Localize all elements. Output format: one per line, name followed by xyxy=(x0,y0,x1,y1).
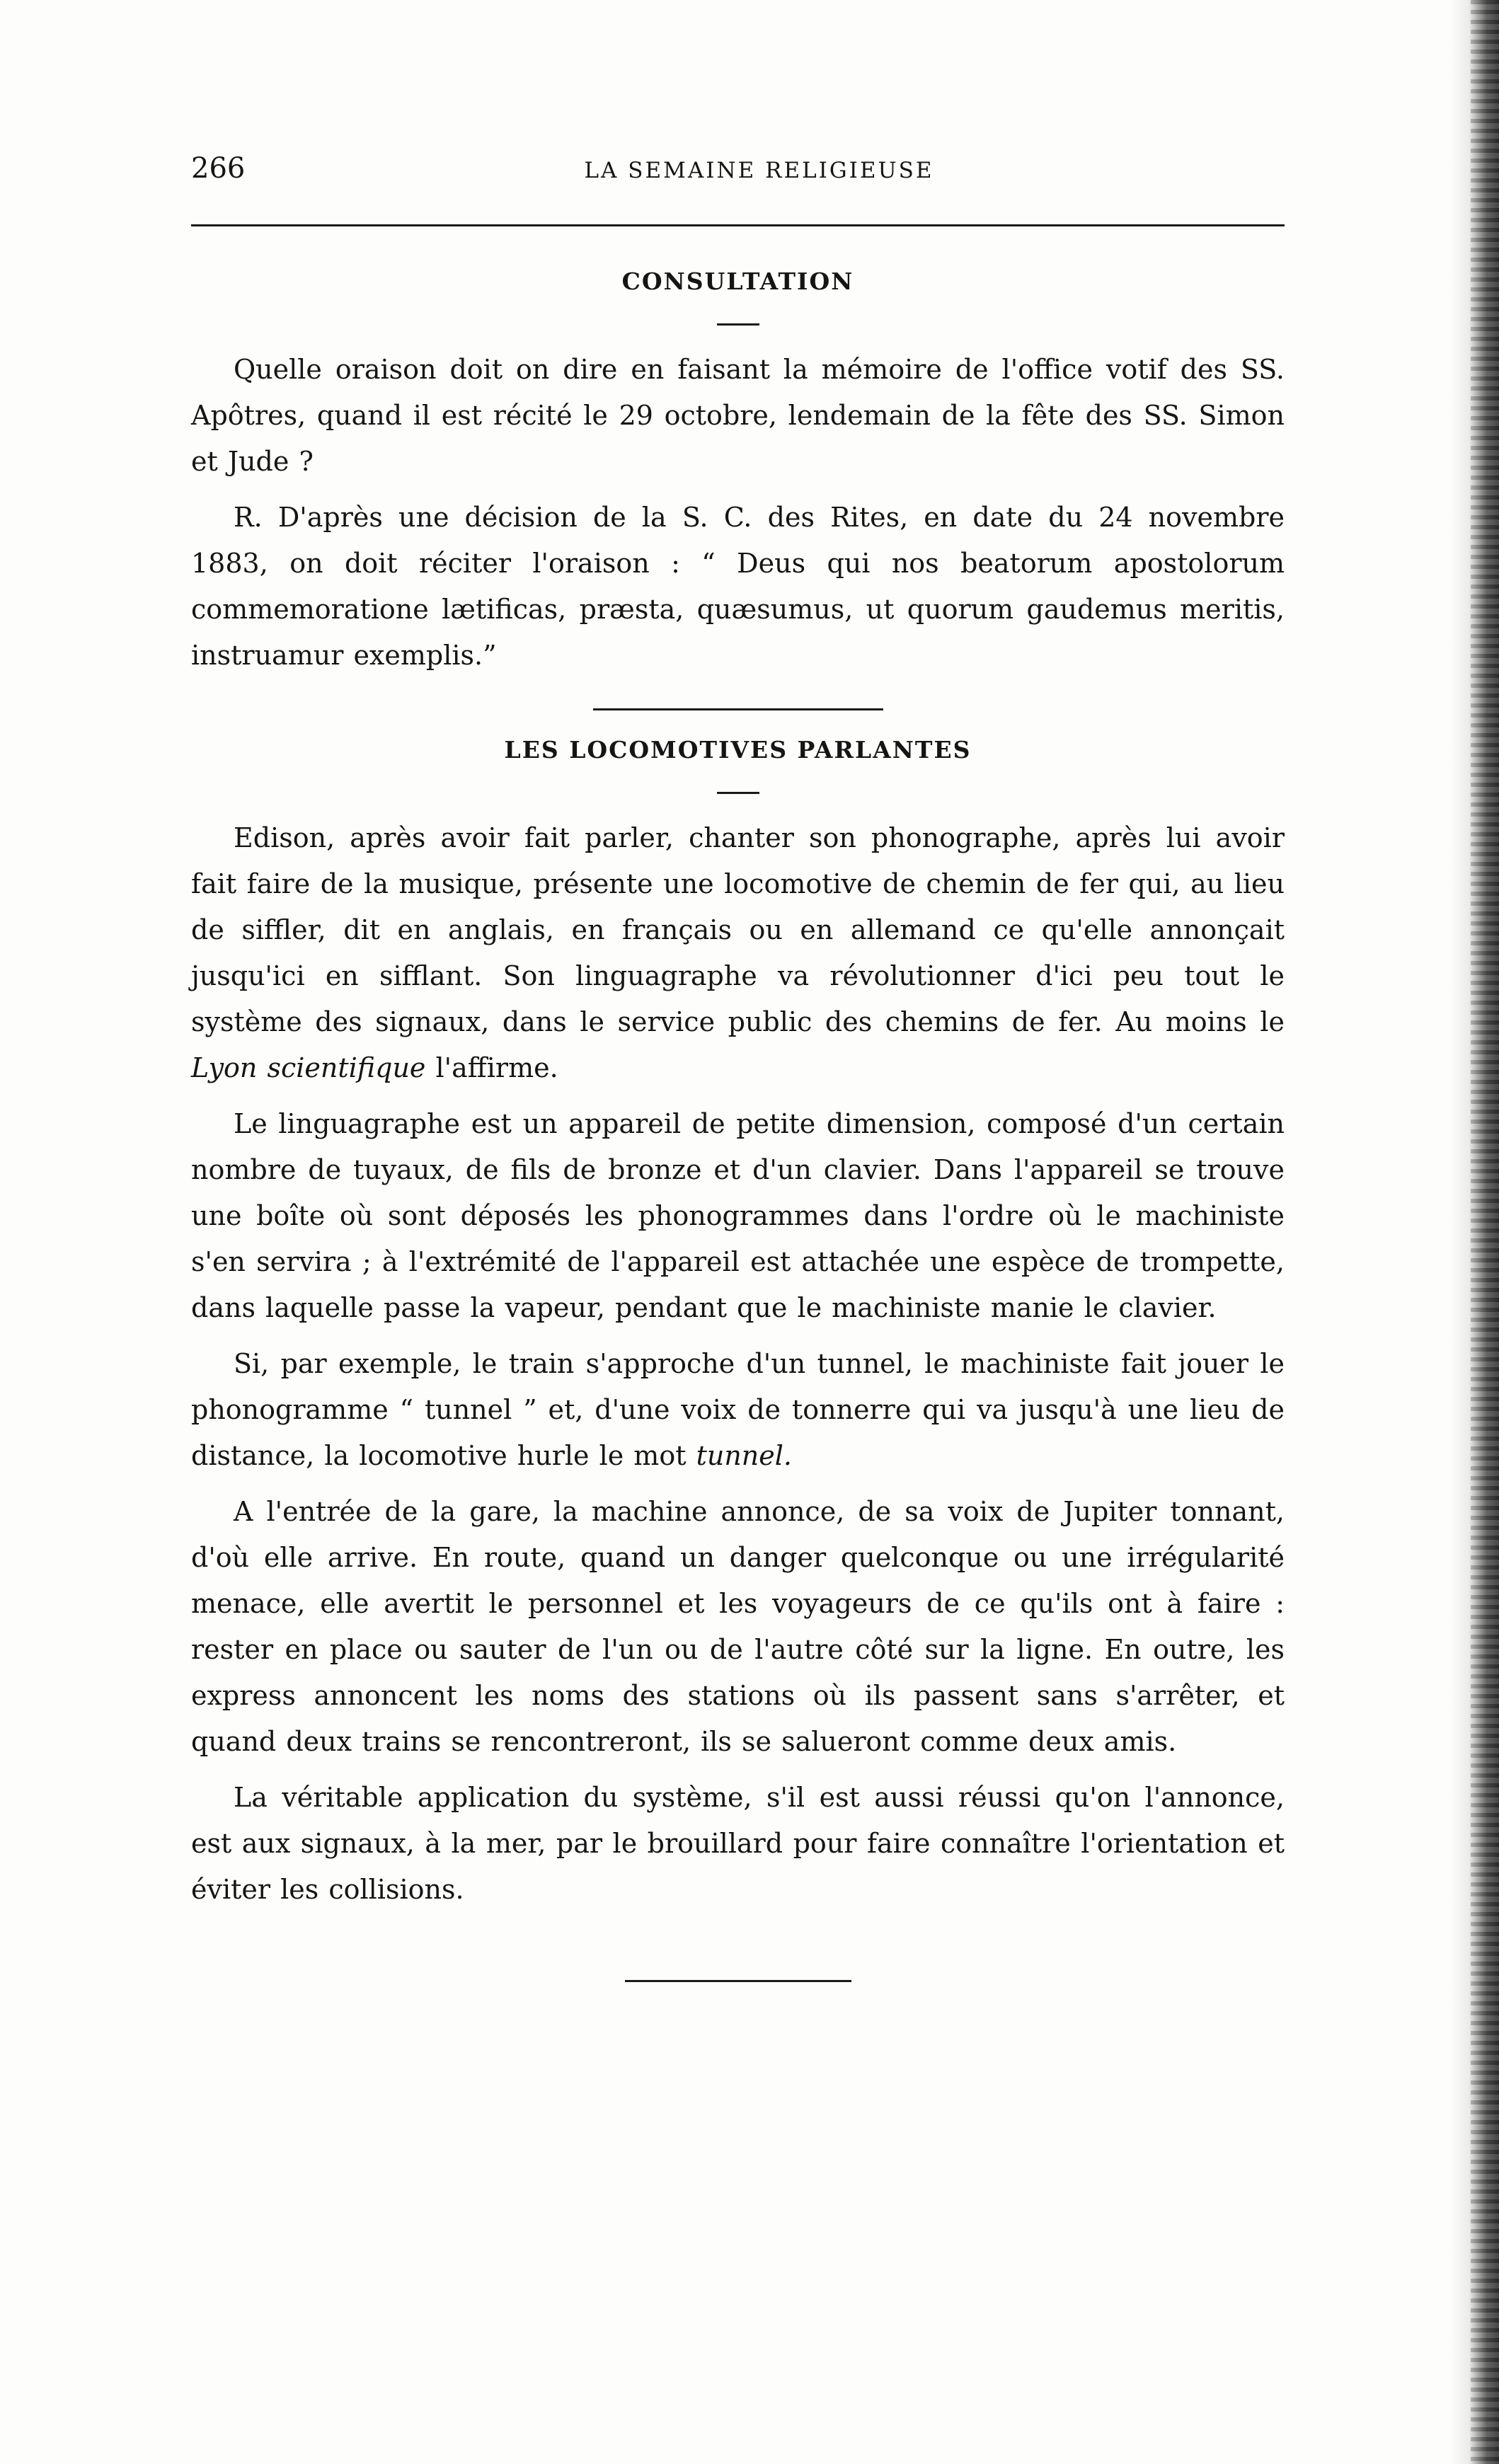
consultation-body xyxy=(191,347,1285,679)
book-gutter-texture xyxy=(1471,0,1499,2464)
consultation-answer: R. D'après une décision de la S. C. des Rites, en date du 24 novembre 1883, on doit réciter l'oraison : “ Deus qui nos beatorum apostolorum commemoratione lætificas, præsta, quæsumus, ut quorum gaudemus meritis, instruamur exemplis.” xyxy=(191,502,1285,671)
paragraph-text: Si, par exemple, le train s'approche d'un tunnel, le machiniste fait jouer le phonogramme “ tunnel ” et, d'une voix de tonnerre qui va jusqu'à une lieu de distance, la locomotive hurle le mot xyxy=(191,1348,1285,1471)
paragraph-gare: A l'entrée de la gare, la machine annonce, de sa voix de Jupiter tonnant, d'où elle arrive. En route, quand un danger quelconque ou une irrégularité menace, elle avertit le personnel et les voyageurs de ce qu'ils ont à faire : rester en place ou sauter de l'un ou de l'autre côté sur la ligne. En outre, les express annoncent les noms des stations où ils passent sans s'arrêter, et quand deux trains se rencontreront, ils se salueront comme deux amis. xyxy=(191,1496,1285,1757)
end-rule xyxy=(625,1980,851,1982)
locomotives-title: LES LOCOMOTIVES PARLANTES xyxy=(504,736,972,764)
running-title: LA SEMAINE RELIGIEUSE xyxy=(584,158,934,183)
title-dash xyxy=(717,323,759,326)
paragraph-edison xyxy=(191,815,1285,1091)
consultation-title: CONSULTATION xyxy=(621,267,854,295)
word-tunnel: tunnel. xyxy=(696,1440,792,1471)
paragraph-application: La véritable application du système, s'il est aussi réussi qu'on l'annonce, est aux signaux, à la mer, par le brouillard pour faire connaître l'orientation et éviter les collisions. xyxy=(191,1782,1285,1905)
page-number: 266 xyxy=(191,152,246,185)
running-head xyxy=(191,152,1285,202)
title-dash xyxy=(717,792,759,794)
page xyxy=(191,152,1285,1982)
journal-title: Lyon scientifique xyxy=(191,1052,426,1083)
paragraph-tail: l'affirme. xyxy=(425,1052,558,1083)
paragraph-linguagraphe: Le linguagraphe est un appareil de petite dimension, composé d'un certain nombre de tuyaux, de fils de bronze et d'un clavier. Dans l'appareil se trouve une boîte où sont déposés les phonogrammes dans l'ordre où le machiniste s'en servira ; à l'extrémité de l'appareil est attachée une espèce de trompette, dans laquelle passe la vapeur, pendant que le machiniste manie le clavier. xyxy=(191,1108,1285,1323)
paragraph-tunnel xyxy=(191,1341,1285,1479)
paragraph-text: Edison, après avoir fait parler, chanter son phonographe, après lui avoir fait faire de la musique, présente une locomotive de chemin de fer qui, au lieu de siffler, dit en anglais, en français ou en allemand ce qu'elle annonçait jusqu'ici en sifflant. Son linguagraphe va révolutionner d'ici peu tout le système des signaux, dans le service public des chemins de fer. Au moins le xyxy=(191,822,1285,1037)
section-divider xyxy=(593,708,883,710)
consultation-question: Quelle oraison doit on dire en faisant la mémoire de l'office votif des SS. Apôtres, quand il est récité le 29 octobre, lendemain de la fête des SS. Simon et Jude ? xyxy=(191,354,1285,477)
locomotives-body xyxy=(191,815,1285,1913)
header-rule xyxy=(191,224,1285,226)
